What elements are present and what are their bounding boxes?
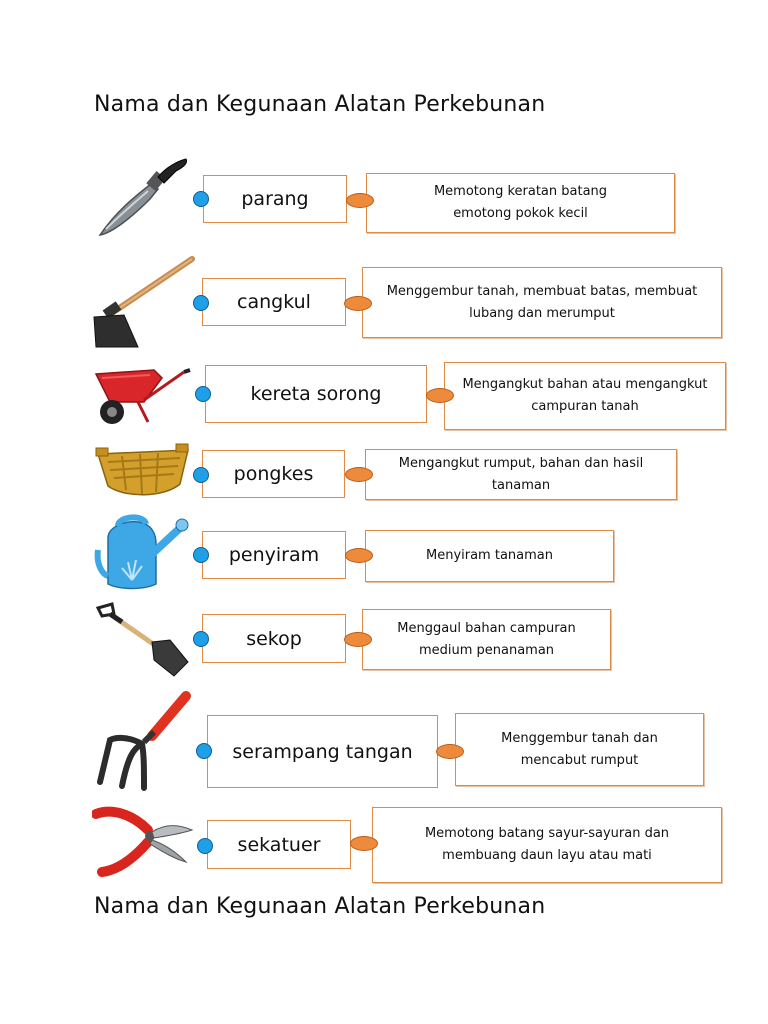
basket-icon — [94, 436, 192, 502]
wheelbarrow-icon — [92, 360, 192, 430]
tool-name-connector-dot — [197, 838, 213, 854]
tool-name-kereta-sorong: kereta sorong — [205, 365, 427, 423]
watering-can-icon — [94, 514, 192, 594]
tool-description-kereta-sorong: Mengangkut bahan atau mengangkut campuran tanah — [444, 362, 726, 430]
tool-description-connector-dot — [426, 388, 454, 403]
page-title: Nama dan Kegunaan Alatan Perkebunan — [94, 92, 546, 117]
tool-name-connector-dot — [195, 386, 211, 402]
tool-description-connector-dot — [346, 193, 374, 208]
tool-name-sekatuer: sekatuer — [207, 820, 351, 869]
tool-description-cangkul: Menggembur tanah, membuat batas, membuat lubang dan merumput — [362, 267, 722, 338]
tool-name-connector-dot — [193, 467, 209, 483]
tool-description-parang: Memotong keratan batang emotong pokok kecil — [366, 173, 675, 233]
tool-name-parang: parang — [203, 175, 347, 223]
tool-description-connector-dot — [344, 632, 372, 647]
hoe-icon — [90, 255, 195, 350]
tool-name-serampang-tangan: serampang tangan — [207, 715, 438, 788]
tool-description-penyiram: Menyiram tanaman — [365, 530, 614, 582]
tool-name-pongkes: pongkes — [202, 450, 345, 498]
tool-description-connector-dot — [436, 744, 464, 759]
tool-description-sekatuer: Memotong batang sayur-sayuran dan membuang daun layu atau mati — [372, 807, 722, 883]
tool-name-sekop: sekop — [202, 614, 346, 663]
tool-name-penyiram: penyiram — [202, 531, 346, 579]
tool-description-connector-dot — [350, 836, 378, 851]
tool-description-serampang-tangan: Menggembur tanah dan mencabut rumput — [455, 713, 704, 786]
hand-fork-icon — [92, 690, 196, 795]
tool-description-connector-dot — [344, 296, 372, 311]
tool-description-sekop: Menggaul bahan campuran medium penanaman — [362, 609, 611, 670]
shovel-icon — [94, 600, 192, 678]
tool-name-cangkul: cangkul — [202, 278, 346, 326]
tool-name-connector-dot — [193, 295, 209, 311]
tool-description-connector-dot — [345, 467, 373, 482]
tool-name-connector-dot — [193, 631, 209, 647]
footer-title: Nama dan Kegunaan Alatan Perkebunan — [94, 894, 546, 919]
machete-icon — [92, 155, 192, 243]
tool-name-connector-dot — [193, 191, 209, 207]
pruning-shears-icon — [92, 800, 196, 880]
tool-name-connector-dot — [196, 743, 212, 759]
tool-name-connector-dot — [193, 547, 209, 563]
tool-description-connector-dot — [345, 548, 373, 563]
tool-description-pongkes: Mengangkut rumput, bahan dan hasil tanaman — [365, 449, 677, 500]
